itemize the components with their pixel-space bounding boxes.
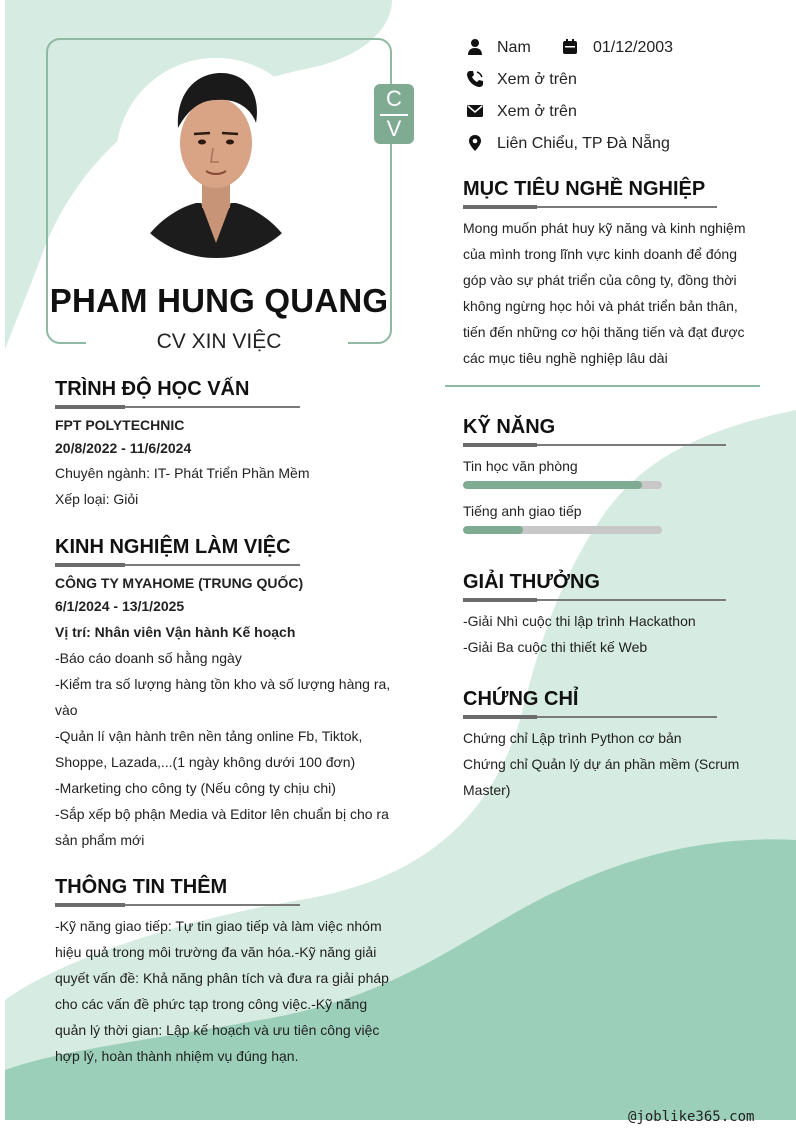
education-title: TRÌNH ĐỘ HỌC VẤN xyxy=(55,378,250,400)
contact-email: Xem ở trên xyxy=(497,103,577,120)
education-rank: Xếp loại: Giỏi xyxy=(55,491,139,507)
objective-rule xyxy=(463,206,717,208)
person-icon xyxy=(466,38,484,56)
experience-position: Vị trí: Nhân viên Vận hành Kế hoạch xyxy=(55,624,296,640)
extra-line: cho các vấn đề phức tạp trong công việc.-Kỹ năng xyxy=(55,996,368,1012)
profile-photo xyxy=(116,58,316,258)
award-item: -Giải Nhì cuộc thi lập trình Hackathon xyxy=(463,613,696,629)
cv-badge xyxy=(374,84,414,144)
contact-phone: Xem ở trên xyxy=(497,71,577,88)
skill-label: Tiếng anh giao tiếp xyxy=(463,503,582,519)
skill-bar-fill xyxy=(463,526,523,534)
extra-line: hợp lý, hoàn thành nhiệm vụ đúng hạn. xyxy=(55,1048,299,1064)
extra-line: hiệu quả trong môi trường đa văn hóa.-Kỹ năng giải xyxy=(55,944,377,960)
awards-title: GIẢI THƯỞNG xyxy=(463,571,600,593)
objective-line: góp vào sự phát triển của công ty, đồng thời xyxy=(463,272,737,288)
extra-line: quản lý thời gian: Lập kế hoạch và ưu tiên công việc xyxy=(55,1022,380,1038)
location-pin-icon xyxy=(466,134,484,152)
skills-title: KỸ NĂNG xyxy=(463,416,556,438)
extra-line: -Kỹ năng giao tiếp: Tự tin giao tiếp và làm việc nhóm xyxy=(55,918,382,934)
extra-info-rule xyxy=(55,904,300,906)
education-school: FPT POLYTECHNIC xyxy=(55,417,185,433)
experience-line: -Sắp xếp bộ phận Media và Editor lên chuẩn bị cho ra xyxy=(55,806,389,822)
experience-company: CÔNG TY MYAHOME (TRUNG QUỐC) xyxy=(55,575,304,591)
experience-title: KINH NGHIỆM LÀM VIỆC xyxy=(55,536,291,558)
experience-line: -Báo cáo doanh số hằng ngày xyxy=(55,650,242,666)
contact-address: Liên Chiểu, TP Đà Nẵng xyxy=(497,135,670,152)
phone-icon xyxy=(466,70,484,88)
certificate-line: Chứng chỉ Lập trình Python cơ bản xyxy=(463,730,682,746)
experience-line: sản phẩm mới xyxy=(55,832,145,848)
cv-subtitle: CV XIN VIỆC xyxy=(156,330,282,353)
extra-info-text xyxy=(55,913,395,1069)
objective-line: của mình trong lĩnh vực kinh doanh để đóng xyxy=(463,246,737,262)
education-period: 20/8/2022 - 11/6/2024 xyxy=(55,440,192,456)
skill-bar-fill xyxy=(463,481,642,489)
education-rule xyxy=(55,406,300,408)
objective-line: không ngừng học hỏi và phát triển bản thân, xyxy=(463,298,738,314)
badge-letter-v: V xyxy=(386,116,402,141)
experience-rule xyxy=(55,564,300,566)
contact-birthday: 01/12/2003 xyxy=(593,39,674,56)
badge-letter-c: C xyxy=(386,86,402,111)
experience-period: 6/1/2024 - 13/1/2025 xyxy=(55,598,185,614)
footer-watermark[interactable]: @joblike365.com xyxy=(628,1109,755,1125)
certificates-title: CHỨNG CHỈ xyxy=(463,688,579,710)
certificate-line: Master) xyxy=(463,782,511,798)
certificates-rule xyxy=(463,716,717,718)
section-divider xyxy=(445,385,760,387)
objective-line: tiến đến những cơ hội thăng tiến và đạt được xyxy=(463,324,745,340)
skills-rule xyxy=(463,444,726,446)
experience-details xyxy=(55,645,395,853)
calendar-icon xyxy=(561,38,579,56)
education-major: Chuyên ngành: IT- Phát Triển Phần Mềm xyxy=(55,465,310,481)
experience-line: -Marketing cho công ty (Nếu công ty chịu chi) xyxy=(55,780,336,796)
candidate-name: PHAM HUNG QUANG xyxy=(49,282,389,319)
experience-line: -Quản lí vận hành trên nền tảng online Fb, Tiktok, xyxy=(55,728,363,744)
skill-bar xyxy=(463,526,662,534)
certificate-line: Chứng chỉ Quản lý dự án phần mềm (Scrum xyxy=(463,756,740,772)
skill-bar xyxy=(463,481,662,489)
experience-line: -Kiểm tra số lượng hàng tồn kho và số lượng hàng ra, xyxy=(55,676,391,692)
certificates-text xyxy=(463,725,750,803)
objective-title: MỤC TIÊU NGHỀ NGHIỆP xyxy=(463,178,706,200)
awards-rule xyxy=(463,599,726,601)
objective-line: Mong muốn phát huy kỹ năng và kinh nghiệm xyxy=(463,220,746,236)
award-item: -Giải Ba cuộc thi thiết kế Web xyxy=(463,639,648,655)
extra-info-title: THÔNG TIN THÊM xyxy=(55,876,228,898)
objective-text xyxy=(463,215,750,371)
skill-label: Tin học văn phòng xyxy=(463,458,578,474)
experience-line: Shoppe, Lazada,...(1 ngày không dưới 100 đơn) xyxy=(55,754,356,770)
extra-line: quyết vấn đề: Khả năng phân tích và đưa ra giải pháp xyxy=(55,970,389,986)
experience-line: vào xyxy=(55,702,78,718)
objective-line: các mục tiêu nghề nghiệp lâu dài xyxy=(463,350,668,366)
contact-gender: Nam xyxy=(497,39,531,56)
email-icon xyxy=(466,102,484,120)
